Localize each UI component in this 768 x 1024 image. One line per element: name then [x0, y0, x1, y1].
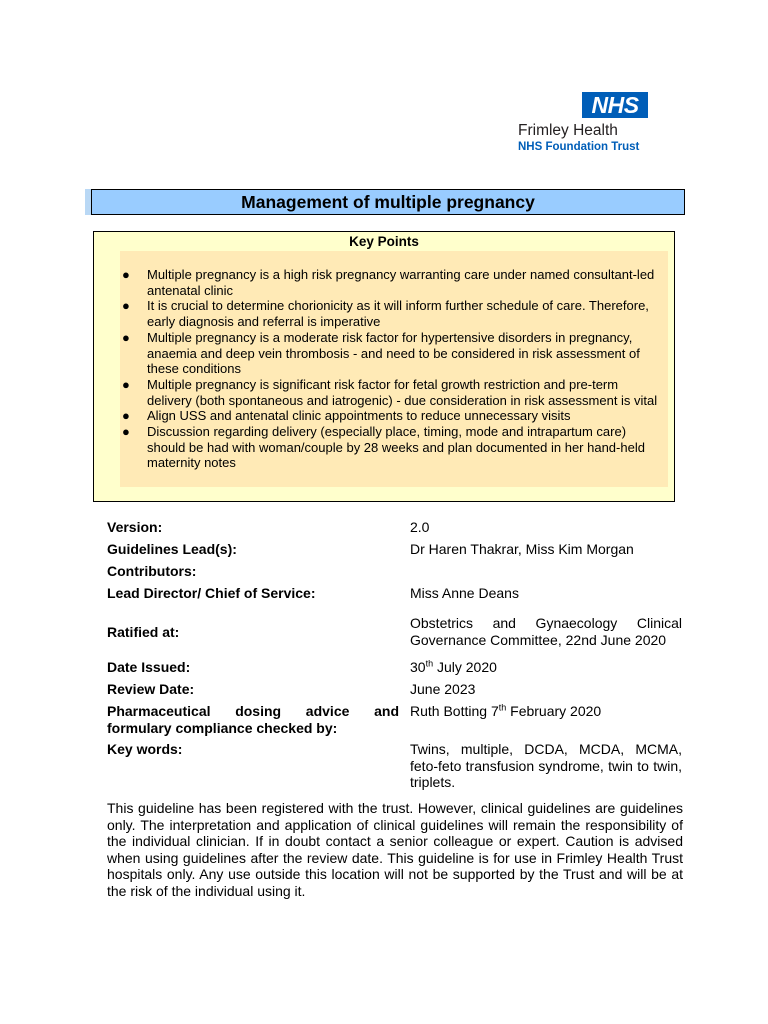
trust-name: NHS Foundation Trust: [518, 141, 640, 153]
ratified-label: Ratified at:: [107, 623, 180, 640]
pharma-label: Pharmaceutical dosing advice and formulary compliance checked by:: [107, 703, 399, 736]
date-issued-value: 30th July 2020: [410, 658, 497, 675]
leads-label: Guidelines Lead(s):: [107, 541, 237, 557]
document-title: Management of multiple pregnancy: [91, 189, 685, 215]
row-pharma: [107, 703, 683, 741]
leads-value: Dr Haren Thakrar, Miss Kim Morgan: [410, 541, 634, 557]
row-contributors: [107, 563, 683, 585]
org-name: Frimley Health: [518, 122, 618, 139]
list-item: ● Multiple pregnancy is significant risk factor for fetal growth restriction and pre-term delivery (both spontaneous and iatrogenic) - due consideration in risk assessment is vital: [122, 376, 658, 408]
keywords-value: Twins, multiple, DCDA, MCDA, MCMA, feto-feto transfusion syndrome, twin to twin, triplets.: [410, 741, 682, 791]
bullet-icon: ●: [122, 267, 130, 282]
bullet-icon: ●: [122, 298, 130, 314]
key-points-heading: Key Points: [349, 234, 419, 249]
contributors-value: [399, 563, 682, 585]
bullet-icon: ●: [122, 424, 130, 440]
date-issued-label: Date Issued:: [107, 659, 191, 675]
nhs-badge: NHS: [582, 92, 648, 118]
row-review-date: [107, 681, 683, 703]
list-item: ● Multiple pregnancy is a moderate risk factor for hypertensive disorders in pregnancy, anaemia and deep vein thrombosis - and need to be considered in risk assessment of these conditions: [122, 329, 640, 377]
lead-director-value: Miss Anne Deans: [410, 585, 519, 601]
bullet-icon: ●: [122, 376, 130, 392]
row-keywords: [107, 741, 683, 791]
row-leads: [107, 541, 683, 563]
bullet-icon: ●: [122, 329, 130, 345]
keywords-label: Key words:: [107, 741, 183, 757]
review-date-value: June 2023: [410, 681, 476, 697]
version-label: Version:: [107, 519, 163, 535]
bullet-icon: ●: [122, 408, 130, 424]
review-date-label: Review Date:: [107, 681, 195, 697]
version-value: 2.0: [410, 519, 430, 535]
list-item: ● It is crucial to determine chorionicity as it will inform further schedule of care. Therefore, early diagnosis and referral is imperative: [122, 298, 649, 330]
metadata-table: [107, 519, 683, 791]
list-item: ● Discussion regarding delivery (especially place, timing, mode and intrapartum care) should be had with woman/couple by 28 weeks and plan documented in her hand-held maternity notes: [122, 424, 645, 471]
list-item: ● Multiple pregnancy is a high risk pregnancy warranting care under named consultant-led antenatal clinic: [122, 267, 655, 298]
row-date-issued: [107, 659, 683, 681]
contributors-label: Contributors:: [107, 563, 197, 579]
row-ratified: [107, 605, 683, 659]
lead-director-label: Lead Director/ Chief of Service:: [107, 585, 316, 601]
key-points-list: [120, 267, 664, 471]
disclaimer-paragraph: This guideline has been registered with the trust. However, clinical guidelines are guidelines only. The interpretation and application of clinical guidelines will remain the responsibility of the individual clinician. If in doubt contact a senior colleague or expert. Caution is advised when using guidelines after the review date. This guideline is for use in Frimley Health Trust hospitals only. Any use outside this location will not be supported by the Trust and will be at the risk of the individual using it.: [107, 800, 683, 899]
key-points-box: [93, 231, 675, 502]
row-lead-director: [107, 585, 683, 605]
list-item: ● Align USS and antenatal clinic appointments to reduce unnecessary visits: [122, 408, 571, 424]
row-version: [107, 519, 683, 541]
pharma-value: Ruth Botting 7th February 2020: [410, 702, 602, 719]
ratified-value: Obstetrics and Gynaecology Clinical Governance Committee, 22nd June 2020: [410, 615, 682, 648]
